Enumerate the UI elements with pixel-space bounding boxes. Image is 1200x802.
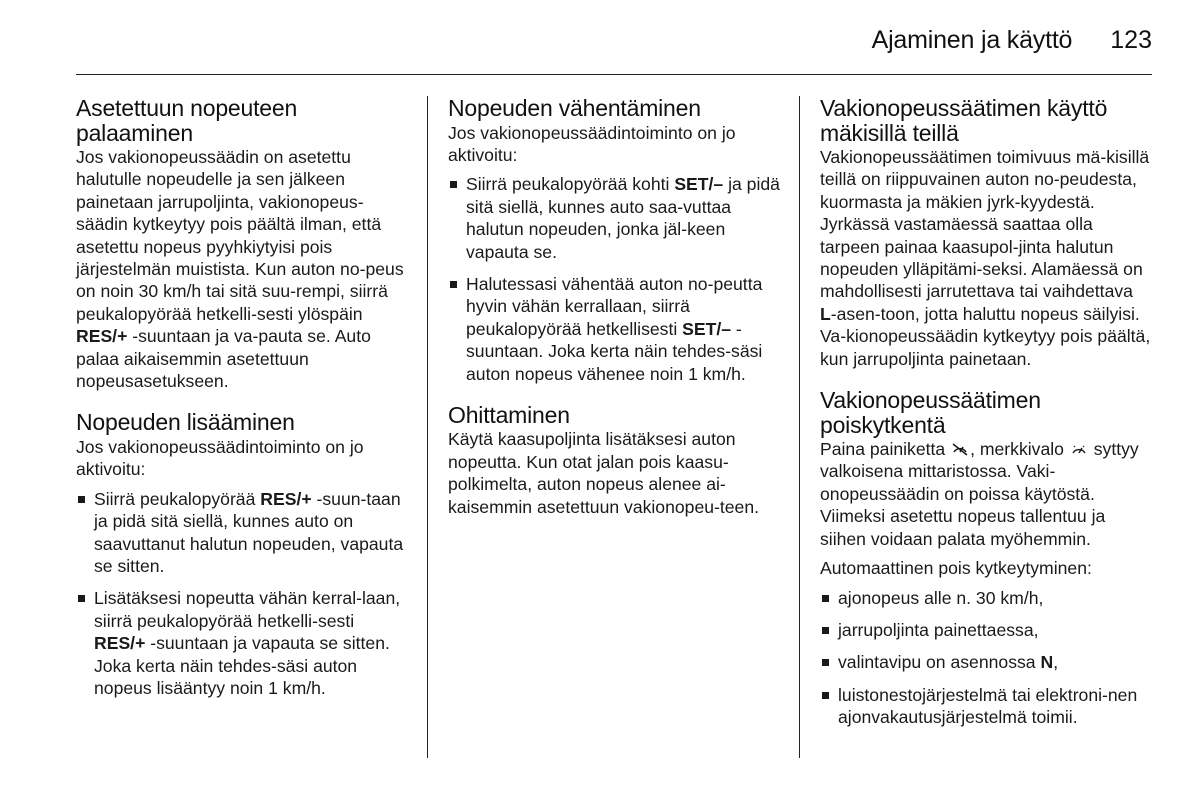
list-item: Lisätäksesi nopeutta vähän kerral-laan, siirrä peukalopyörää hetkelli-sesti RES/+ -suuntaan ja vapauta se sitten. Joka kerta näin tehdes-säsi auton nopeus lisääntyy noin 1 km/h. [76,587,408,699]
column-left [76,92,408,709]
page-header [872,14,1152,66]
header-rule [76,74,1152,75]
column-divider [799,96,800,758]
section-title-deactivation: Vakionopeussäätimen poiskytkentä [820,387,1041,438]
auto-deactivation-label: Automaattinen pois kytkeytyminen: [820,558,1092,579]
bullet-list-increase-speed [76,488,408,700]
cruise-control-indicator-icon [1070,440,1088,456]
list-item: jarrupoljinta painettaessa, [820,619,1152,641]
page-number: 123 [1110,25,1152,54]
list-item: ajonopeus alle n. 30 km/h, [820,587,1152,609]
section-text-overtaking: Käytä kaasupoljinta lisätäksesi auton nopeutta. Kun otat jalan pois kaasu-polkimelta, auton nopeus alenee ai-kaisemmin asetettuun vakionopeu-teen. [448,429,760,517]
section-text-deactivation: Paina painiketta , merkkivalo syttyy valkoisena mittaristossa. Vaki-onopeussäädin on poissa käytöstä. Viimeksi asetettu nopeus tallentuu ja siihen voidaan palata myöhemmin. [820,439,1139,549]
section-title-overtaking: Ohittaminen [448,401,570,428]
cruise-control-cancel-button-icon [951,440,969,456]
bullet-list-auto-deactivation [820,587,1152,729]
list-item: Halutessasi vähentää auton no-peutta hyvin vähän kerrallaan, siirrä peukalopyörää hetkellisesti SET/– -suuntaan. Joka kerta näin tehdes-säsi auton nopeus vähenee noin 1 km/h. [448,273,780,385]
section-title-decrease-speed: Nopeuden vähentäminen [448,95,701,121]
list-item: valintavipu on asennossa N, [820,651,1152,673]
section-text-hilly-roads: Vakionopeussäätimen toimivuus mä-kisillä teillä on riippuvainen auton no-peudesta, kuormasta ja mäkien jyrk-kyydestä. Jyrkässä vastamäessä saattaa olla tarpeen painaa kaasupol-jinta halutun nopeuden ylläpitämi-seksi. Alamäessä on mahdollisesti jarrutettava tai vaihdettava L-asen-toon, jotta haluttu nopeus säilyisi. Va-kionopeussäädin kytkeytyy pois päältä, kun jarrupoljinta painetaan. [820,147,1151,369]
list-item: Siirrä peukalopyörää RES/+ -suun-taan ja pidä sitä siellä, kunnes auto on saavuttanut halutun nopeuden, vapauta se sitten. [76,488,408,578]
section-text-resume-speed: Jos vakionopeussäädin on asetettu halutulle nopeudelle ja sen jälkeen painetaan jarrupoljinta, vakionopeus-säädin kytkeytyy pois päältä ilman, että asetettu nopeus pyyhkiytyisi pois järjestelmän muistista. Kun auton no-peus on noin 30 km/h tai sitä suu-rempi, siirrä peukalopyörää hetkelli-sesti ylöspäin RES/+ -suuntaan ja va-pauta se. Auto palaa aikaisemmin asetettuun nopeusasetukseen. [76,147,404,392]
column-right [820,92,1152,739]
column-middle [448,92,780,525]
list-item: luistonestojärjestelmä tai elektroni-nen ajonvakautusjärjestelmä toimii. [820,684,1152,729]
section-title-increase-speed: Nopeuden lisääminen [76,409,295,436]
section-intro-increase-speed: Jos vakionopeussäädintoiminto on jo aktivoitu: [76,436,364,480]
column-divider [427,96,428,758]
section-title-hilly-roads: Vakionopeussäätimen käyttö mäkisillä teillä [820,95,1108,146]
chapter-title: Ajaminen ja käyttö [871,25,1073,54]
section-title-resume-speed: Asetettuun nopeuteen palaaminen [76,95,298,146]
bullet-list-decrease-speed [448,173,780,385]
section-intro-decrease-speed: Jos vakionopeussäädintoiminto on jo aktivoitu: [448,122,736,165]
list-item: Siirrä peukalopyörää kohti SET/– ja pidä sitä siellä, kunnes auto saa-vuttaa halutun nopeuden, jonka jäl-keen vapauta se. [448,173,780,263]
